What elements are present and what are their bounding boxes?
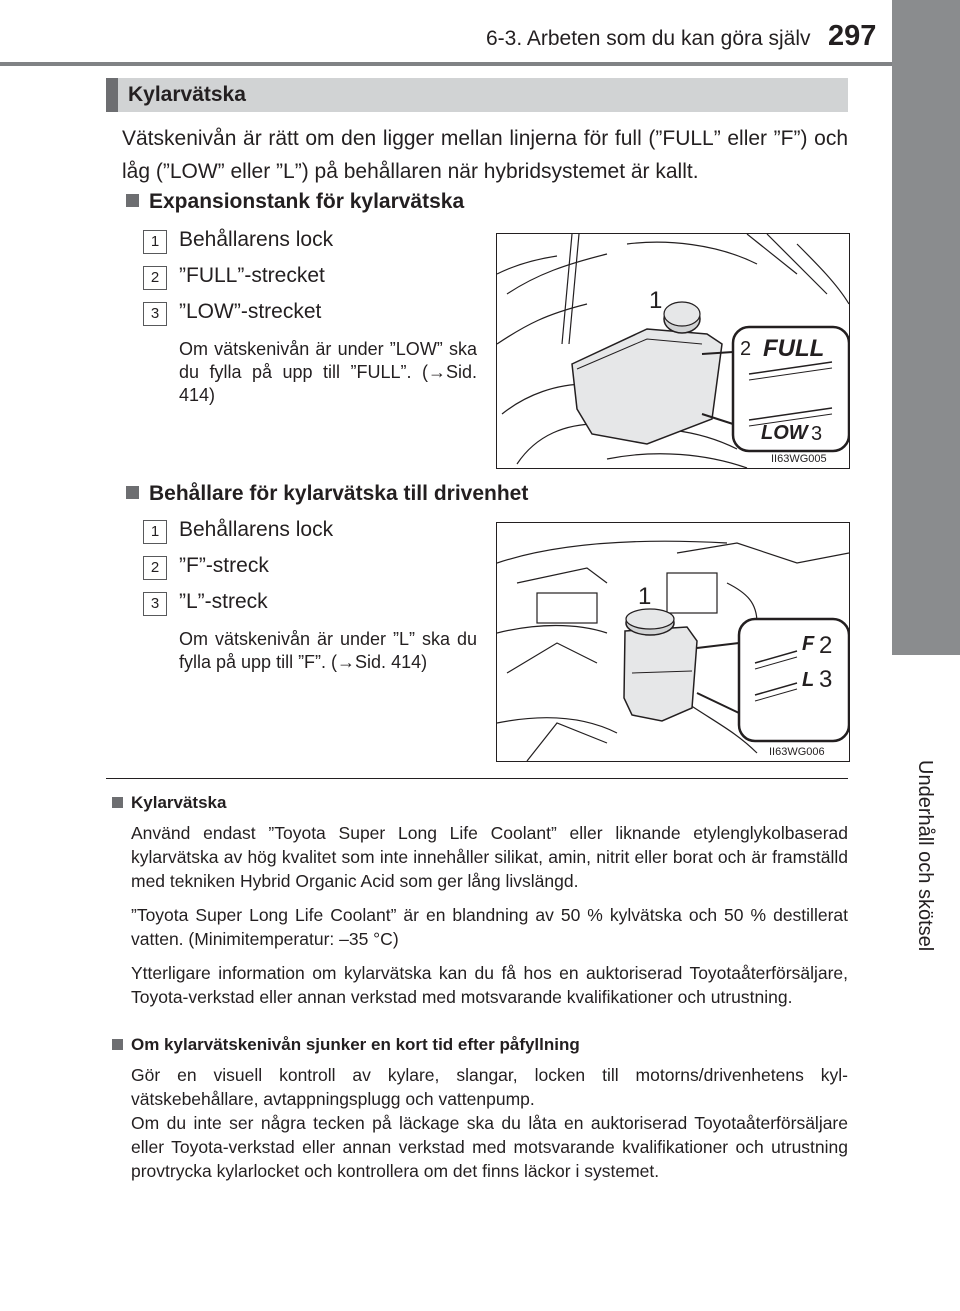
footnote-heading-level-drop [112, 1035, 580, 1055]
engine-illustration-2 [497, 523, 849, 761]
item-number: 3 [143, 592, 167, 616]
footnote-heading-text: Kylarvätska [131, 793, 227, 812]
figure-callout-2: 2 [819, 632, 833, 659]
item-label: ”FULL”-strecket [179, 264, 325, 287]
figure-mark-f: F [802, 633, 815, 655]
subsection-heading-text: Behållare för kylarvätska till drivenhet [149, 482, 529, 505]
chapter-title: Underhåll och skötsel [914, 760, 936, 952]
footnote-paragraph: Ytterligare information om kylarvätska kan du få hos en auktoriserad Toyotaåterförsäljare, Toyota-verkstad eller annan verkstad med motsvarande kvalifikationer och utrustning. [131, 963, 848, 1007]
section-bar-marker [106, 78, 118, 112]
figure-drive-unit-tank [496, 522, 850, 762]
item-number: 2 [143, 266, 167, 290]
item-number: 1 [143, 520, 167, 544]
chapter-title-wrap [892, 760, 960, 1120]
footnote-paragraph: Använd endast ”Toyota Super Long Life Coolant” eller liknande etylenglykolbaserad kylarvätska av hög kvalitet som inte innehåller silikat, amin, nitrit eller borat och är framställd med tekniken Hybrid Organic Acid som ger lång livslängd. [131, 823, 848, 891]
footnote-paragraph: Om du inte ser några tecken på läckage ska du låta en auktoriserad Toyotaåterförsäljare eller Toyota-verkstad eller annan verkstad med motsvarande kvalifikationer och utrustning provtrycka kylarlocket och kontrollera om det finns läckor i systemet. [131, 1113, 848, 1181]
item-label: Behållarens lock [179, 518, 334, 541]
section-title-bar [106, 78, 848, 112]
chapter-side-tab [892, 0, 960, 1311]
note-text: Om vätskenivån är under ”LOW” ska du fylla på upp till ”FULL”. (→Sid. 414) [179, 339, 477, 405]
figure-expansion-tank [496, 233, 850, 469]
footnote-paragraph: ”Toyota Super Long Life Coolant” är en blandning av 50 % kylvätska och 50 % destillerat vatten. (Minimitemperatur: –35 °C) [131, 905, 848, 949]
footnote-heading-coolant [112, 793, 226, 813]
chapter-tab-marker [892, 0, 960, 655]
footnote-heading-text: Om kylarvätskenivån sjunker en kort tid efter påfyllning [131, 1035, 580, 1054]
footnote-body-level-drop [131, 1063, 848, 1183]
item-number: 1 [143, 230, 167, 254]
subsection-heading-drive-unit-tank [126, 482, 528, 506]
chapter-number: 6 [919, 686, 933, 711]
bullet-square-icon [126, 486, 139, 499]
item-number: 3 [143, 302, 167, 326]
figure-code: II63WG005 [771, 453, 827, 465]
figure-code: II63WG006 [769, 746, 825, 758]
bullet-square-icon [126, 194, 139, 207]
subsection-heading-expansion-tank [126, 190, 464, 214]
note-text: Om vätskenivån är under ”L” ska du fylla på upp till ”F”. (→Sid. 414) [179, 629, 477, 672]
header-rule [0, 62, 892, 66]
figure-callout-3: 3 [811, 423, 823, 445]
item-label: ”LOW”-strecket [179, 300, 322, 323]
header-section-title: 6-3. Arbeten som du kan göra själv [486, 27, 811, 50]
bullet-square-icon [112, 1039, 123, 1050]
bullet-square-icon [112, 797, 123, 808]
figure-mark-l: L [802, 669, 815, 691]
item-label: ”L”-streck [179, 590, 268, 613]
section-intro: Vätskenivån är rätt om den ligger mellan linjerna för full (”FULL” eller ”F”) och låg (”LOW” eller ”L”) på behållaren när hybridsystemet är kallt. [122, 127, 848, 183]
subsection-heading-text: Expansionstank för kylarvätska [149, 190, 465, 213]
figure-callout-2: 2 [740, 338, 752, 360]
figure-callout-3: 3 [819, 666, 833, 693]
item-label: Behållarens lock [179, 228, 334, 251]
item-label: ”F”-streck [179, 554, 269, 577]
figure-callout-1: 1 [638, 583, 652, 610]
section-title: Kylarvätska [128, 83, 246, 106]
figure-mark-low: LOW [761, 422, 808, 444]
item-number: 2 [143, 556, 167, 580]
footnote-paragraph: Gör en visuell kontroll av kylare, slangar, locken till motorns/drivenhetens kylvätskebehållare, avtappningsplugg och vattenpump. [131, 1065, 848, 1109]
figure-callout-1: 1 [649, 287, 663, 314]
footnote-body-coolant [131, 821, 848, 1009]
section-divider [106, 778, 848, 779]
page-number: 297 [828, 20, 877, 52]
figure-mark-full: FULL [763, 335, 825, 362]
